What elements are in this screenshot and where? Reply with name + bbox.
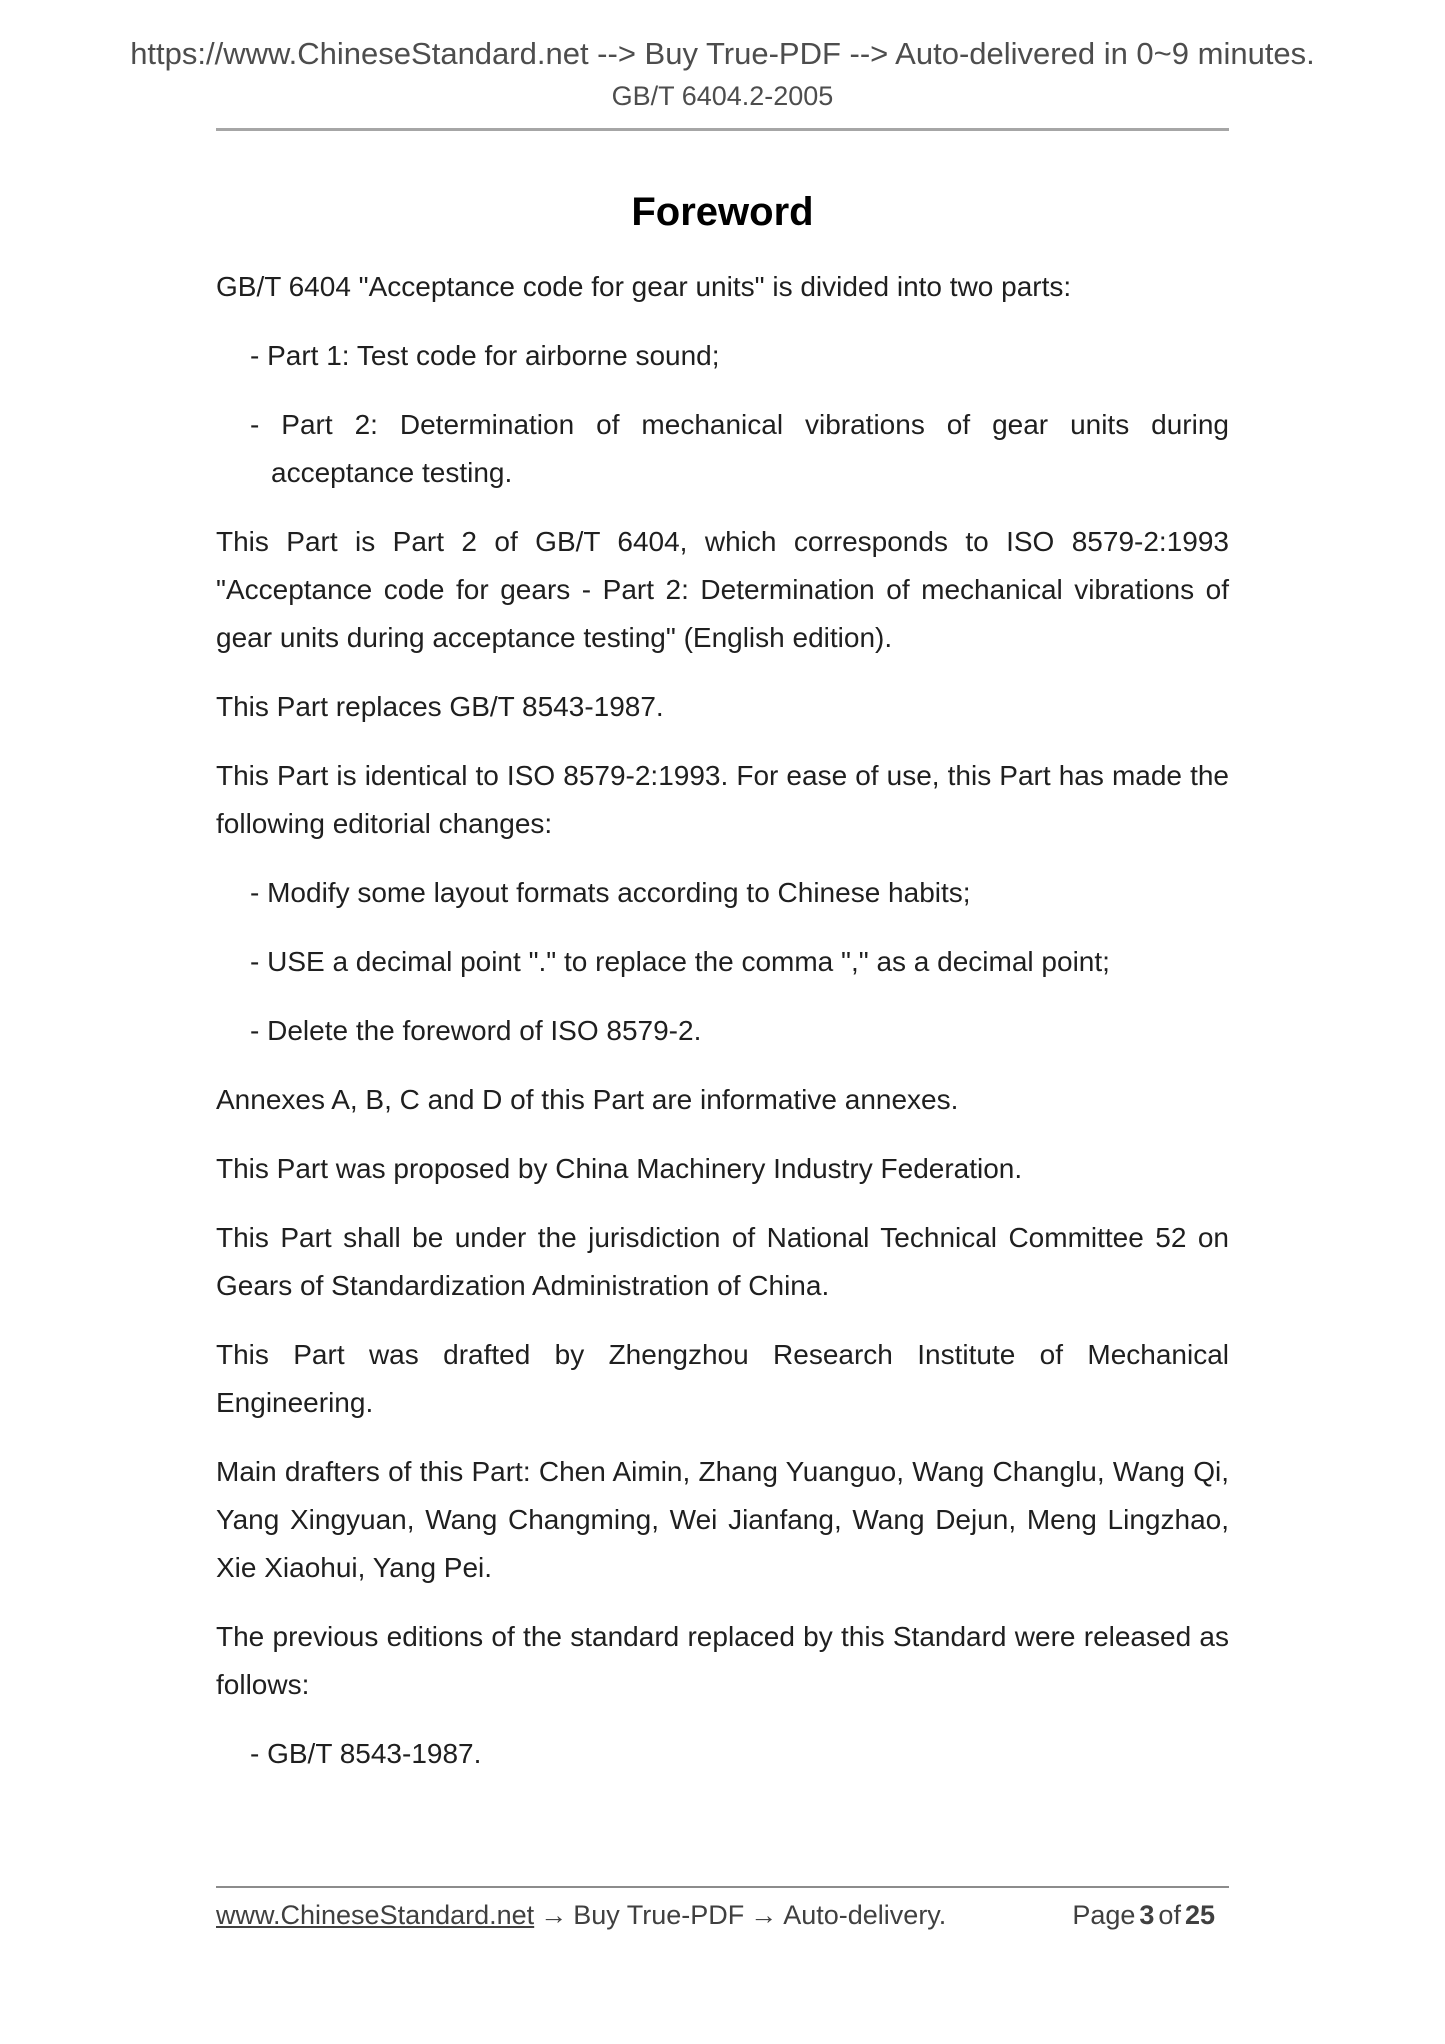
- paragraph: This Part was proposed by China Machinery Industry Federation.: [216, 1153, 1023, 1184]
- page-footer: [216, 1886, 1229, 1932]
- paragraph: This Part replaces GB/T 8543-1987.: [216, 691, 664, 722]
- paragraph: GB/T 6404 "Acceptance code for gear units" is divided into two parts:: [216, 271, 1072, 302]
- paragraph: Main drafters of this Part: Chen Aimin, Zhang Yuanguo, Wang Changlu, Wang Qi, Yang Xingyuan, Wang Changming, Wei Jianfang, Wang Dejun, Meng Lingzhao, Xie Xiaohui, Yang Pei.: [216, 1456, 1229, 1583]
- header-divider: [216, 128, 1229, 131]
- footer-delivery-text: Auto-delivery.: [783, 1900, 947, 1930]
- bullet-item: - Part 1: Test code for airborne sound;: [250, 340, 720, 371]
- paragraph: Annexes A, B, C and D of this Part are informative annexes.: [216, 1084, 959, 1115]
- header-doc-code: GB/T 6404.2-2005: [611, 81, 834, 111]
- paragraph: This Part is identical to ISO 8579-2:1993. For ease of use, this Part has made the following editorial changes:: [216, 760, 1229, 839]
- page-content: [216, 189, 1229, 1778]
- bullet-item: - Part 2: Determination of mechanical vibrations of gear units during acceptance testing.: [250, 409, 1229, 488]
- page-title: Foreword: [631, 190, 814, 234]
- page-current: 3: [1139, 1900, 1155, 1930]
- foreword-body: [216, 263, 1229, 1778]
- page-total: 25: [1184, 1900, 1215, 1930]
- page-header: [0, 0, 1445, 131]
- header-source-line: https://www.ChineseStandard.net --> Buy True-PDF --> Auto-delivered in 0~9 minutes.: [130, 36, 1315, 71]
- arrow-icon: →: [750, 1900, 778, 1930]
- arrow-icon: →: [540, 1900, 568, 1930]
- paragraph: The previous editions of the standard replaced by this Standard were released as follows:: [216, 1621, 1229, 1700]
- page-indicator: [1072, 1898, 1229, 1932]
- footer-source: [216, 1898, 946, 1932]
- paragraph: This Part is Part 2 of GB/T 6404, which corresponds to ISO 8579-2:1993 "Acceptance code for gears - Part 2: Determination of mechanical vibrations of gear units during acceptance testing" (English edition).: [216, 526, 1229, 653]
- bullet-item: - Delete the foreword of ISO 8579-2.: [250, 1015, 702, 1046]
- bullet-item: - GB/T 8543-1987.: [250, 1738, 482, 1769]
- paragraph: This Part shall be under the jurisdiction of National Technical Committee 52 on Gears of Standardization Administration of China.: [216, 1222, 1229, 1301]
- footer-buy-text: Buy True-PDF: [573, 1900, 745, 1930]
- bullet-item: - USE a decimal point "." to replace the comma "," as a decimal point;: [250, 946, 1110, 977]
- bullet-item: - Modify some layout formats according to Chinese habits;: [250, 877, 971, 908]
- page-label: Page: [1072, 1900, 1136, 1930]
- footer-site-link[interactable]: www.ChineseStandard.net: [216, 1900, 535, 1930]
- page-of-label: of: [1158, 1900, 1181, 1930]
- paragraph: This Part was drafted by Zhengzhou Research Institute of Mechanical Engineering.: [216, 1339, 1229, 1418]
